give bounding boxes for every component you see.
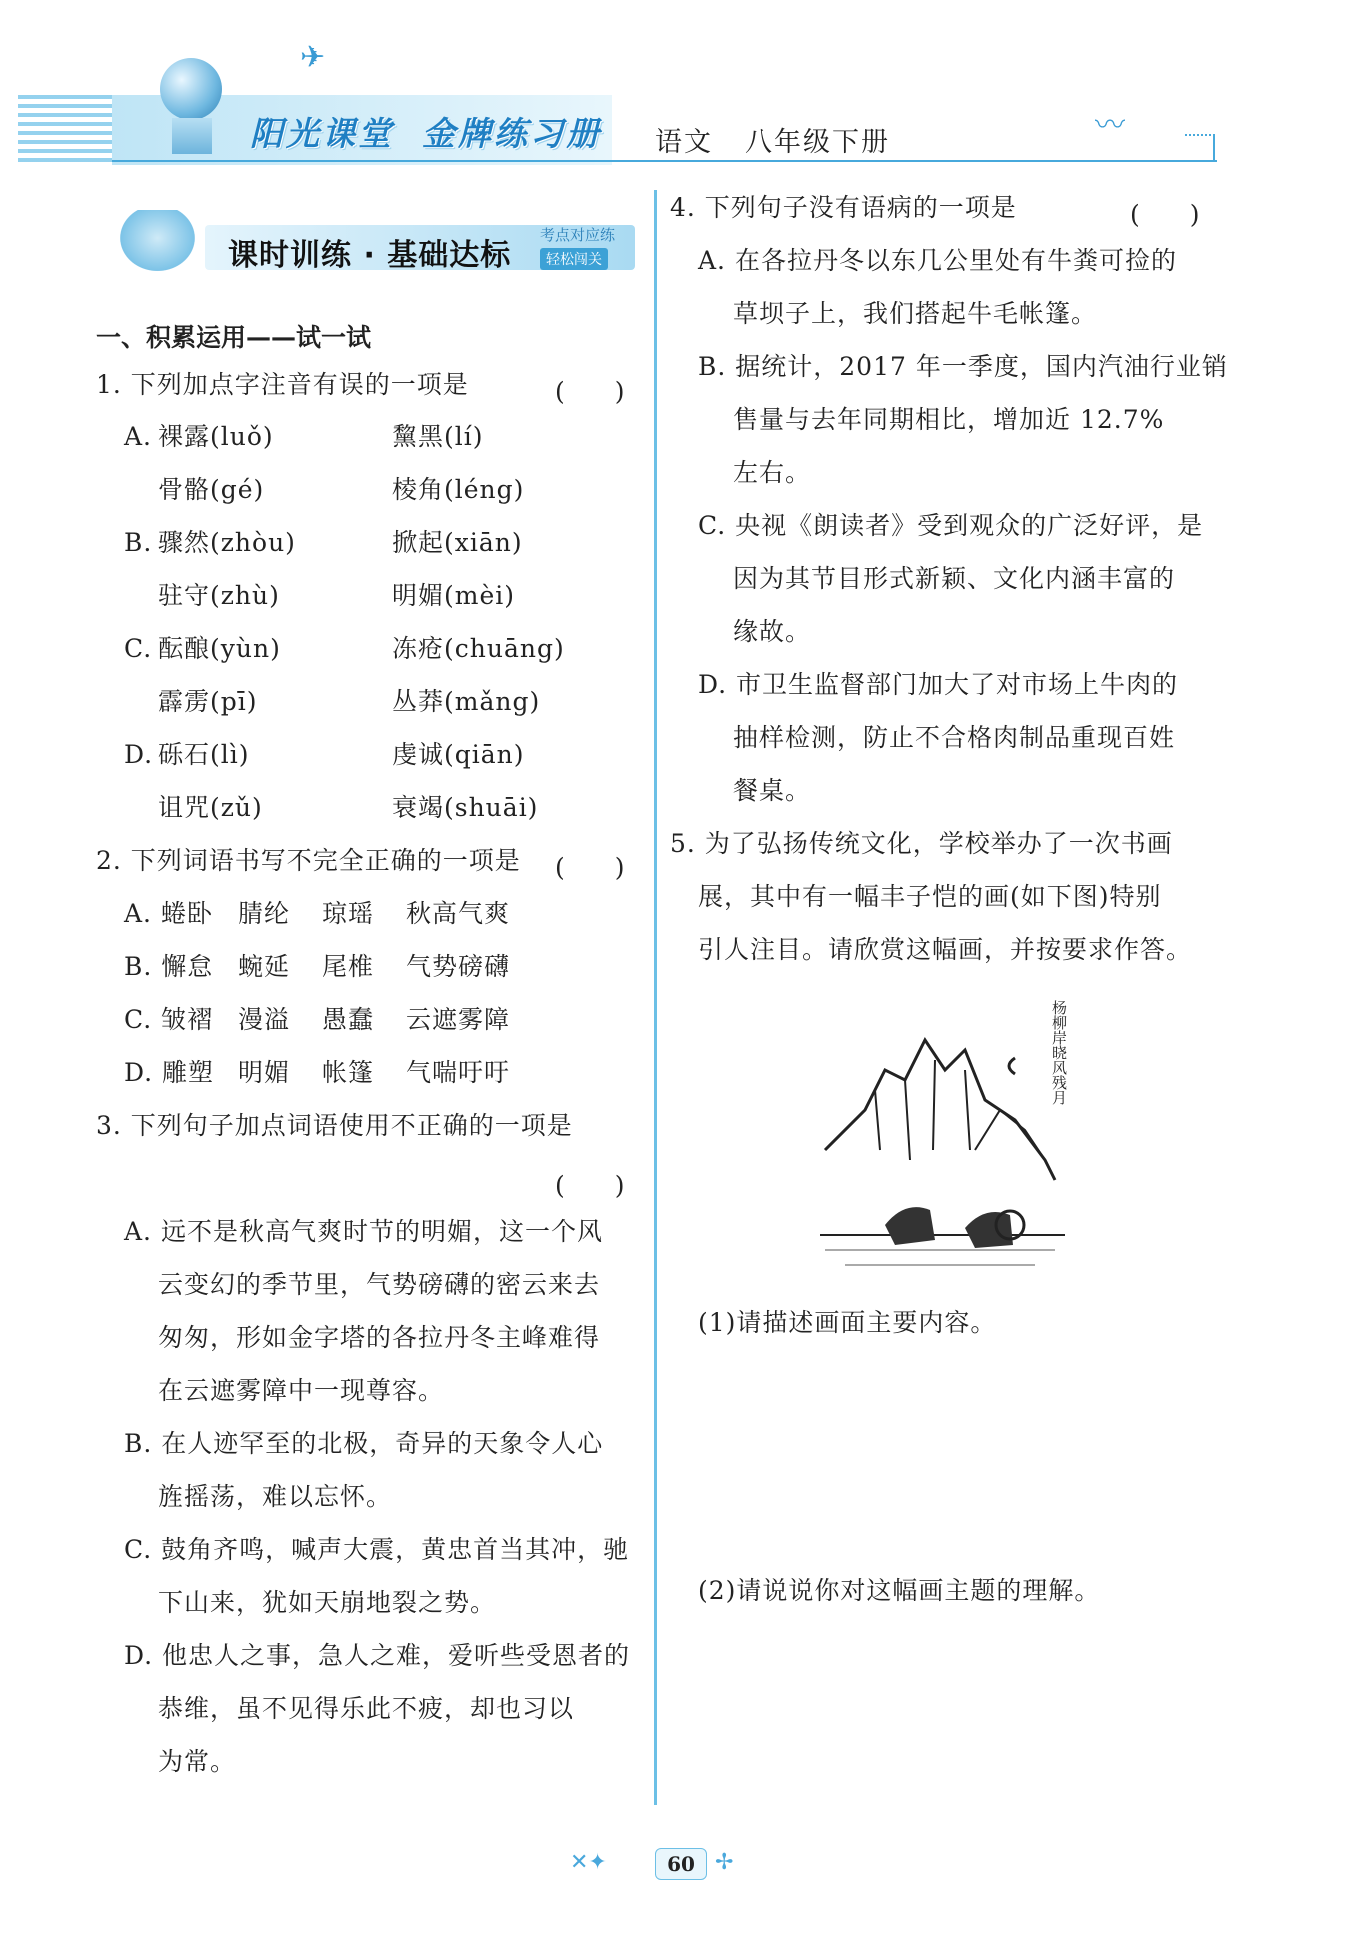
- painting-caption: 杨柳岸晓风残月: [1050, 1000, 1068, 1105]
- mountain-strokes: [875, 1060, 970, 1160]
- q3-option-a-line-3: 匆匆，形如金字塔的各拉丹冬主峰难得: [158, 1323, 601, 1352]
- water-ripples: [825, 1250, 1055, 1265]
- q1-b-word-2: 掀起(xiān): [392, 528, 523, 557]
- q2-option-b-word-1: B. 懈怠: [124, 952, 214, 981]
- q5-line-1: 5. 为了弘扬传统文化，学校举办了一次书画: [670, 829, 1173, 858]
- q4-option-b-line-2: 售量与去年同期相比，增加近 12.7%: [733, 405, 1165, 434]
- series-title: [250, 108, 602, 155]
- q4-option-d-line-3: 餐桌。: [733, 776, 812, 805]
- header-rule: [112, 160, 1217, 162]
- q4-option-b-line-1: B. 据统计，2017 年一季度，国内汽油行业销: [698, 352, 1228, 381]
- header-dotline: [1185, 134, 1215, 136]
- q1-b-word-4: 明媚(mèi): [392, 581, 516, 610]
- q1-d-word-2: 虔诚(qiān): [392, 740, 525, 769]
- paper-plane-icon: ✈: [300, 40, 326, 75]
- q4-option-c-line-3: 缘故。: [733, 617, 812, 646]
- q3-option-a-line-4: 在云遮雾障中一现尊容。: [158, 1376, 445, 1405]
- grade-label: 八年级下册: [745, 127, 890, 158]
- q4-option-a-line-2: 草坝子上，我们搭起牛毛帐篷。: [733, 299, 1098, 328]
- q4-option-d-line-1: D. 市卫生监督部门加大了对市场上牛肉的: [698, 670, 1179, 699]
- banner-tag-1: 考点对应练: [540, 226, 616, 244]
- q2-option-a-word-2: 腈纶: [238, 899, 291, 928]
- banner-tag-2: 轻松闯关: [540, 248, 608, 270]
- q1-a-word-1: 裸露(luǒ): [158, 422, 274, 451]
- q1-answer-paren: ( ): [555, 377, 625, 406]
- page-number: 60: [655, 1848, 707, 1880]
- q1-c-word-2: 冻疮(chuāng): [392, 634, 565, 663]
- q4-option-c-line-1: C. 央视《朗读者》受到观众的广泛好评，是: [698, 511, 1204, 540]
- section-heading: 一、积累运用——试一试: [96, 323, 372, 352]
- q2-stem: 2. 下列词语书写不完全正确的一项是: [96, 846, 521, 875]
- willow-outline: [975, 1110, 1045, 1160]
- q3-option-d-line-1: D. 他忠人之事，急人之难，爱听些受恩者的: [124, 1641, 631, 1670]
- q2-answer-paren: ( ): [555, 853, 625, 882]
- q1-option-c-label: C.: [124, 634, 153, 663]
- q1-b-word-3: 驻守(zhù): [158, 581, 280, 610]
- painting-illustration: [815, 1000, 1075, 1300]
- q2-option-d-word-3: 帐篷: [322, 1058, 375, 1087]
- q4-option-d-line-2: 抽样检测，防止不合格肉制品重现百姓: [733, 723, 1176, 752]
- header-rule-end: [1213, 135, 1215, 162]
- q5-line-3: 引人注目。请欣赏这幅画，并按要求作答。: [698, 935, 1193, 964]
- q3-option-a-line-1: A. 远不是秋高气爽时节的明媚，这一个风: [124, 1217, 603, 1246]
- column-divider: [654, 190, 657, 1805]
- q3-option-a-line-2: 云变幻的季节里，气势磅礴的密云来去: [158, 1270, 601, 1299]
- q1-d-word-1: 砾石(lì): [158, 740, 250, 769]
- tree-icon: [110, 210, 205, 280]
- q2-option-b-word-2: 蜿延: [238, 952, 291, 981]
- globe-stand-icon: [172, 118, 212, 154]
- q4-option-b-line-3: 左右。: [733, 458, 812, 487]
- q3-answer-paren: ( ): [555, 1171, 625, 1200]
- crescent-moon: [1009, 1058, 1015, 1074]
- pinwheel-icon: ✢: [715, 1850, 734, 1875]
- q2-option-d-word-1: D. 雕塑: [124, 1058, 215, 1087]
- q2-option-b-word-3: 尾椎: [322, 952, 375, 981]
- q1-option-b-label: B.: [124, 528, 153, 557]
- q3-option-d-line-2: 恭维，虽不见得乐此不疲，却也习以: [158, 1694, 575, 1723]
- farmer-2: [965, 1212, 1013, 1248]
- q3-option-d-line-3: 为常。: [158, 1747, 237, 1776]
- q1-c-word-3: 霹雳(pī): [158, 687, 258, 716]
- q1-a-word-4: 棱角(léng): [392, 475, 525, 504]
- q2-option-a-word-1: A. 蜷卧: [124, 899, 213, 928]
- q2-option-d-word-4: 气喘吁吁: [406, 1058, 511, 1087]
- q1-c-word-1: 酝酿(yùn): [158, 634, 281, 663]
- q1-b-word-1: 骤然(zhòu): [158, 528, 296, 557]
- q3-option-b-line-2: 旌摇荡，难以忘怀。: [158, 1482, 393, 1511]
- q2-option-c-word-1: C. 皱褶: [124, 1005, 214, 1034]
- q2-option-b-word-4: 气势磅礴: [406, 952, 511, 981]
- banner-title: 课时训练 · 基础达标: [228, 238, 512, 273]
- page-header: [0, 0, 1350, 175]
- q2-option-c-word-2: 漫溢: [238, 1005, 291, 1034]
- q4-stem: 4. 下列句子没有语病的一项是: [670, 193, 1017, 222]
- q1-option-d-label: D.: [124, 740, 154, 769]
- q3-option-c-line-1: C. 鼓角齐鸣，喊声大震，黄忠首当其冲，驰: [124, 1535, 630, 1564]
- q3-option-c-line-2: 下山来，犹如天崩地裂之势。: [158, 1588, 497, 1617]
- q2-option-a-word-4: 秋高气爽: [406, 899, 511, 928]
- q2-option-c-word-3: 愚蠢: [322, 1005, 375, 1034]
- section-banner: [110, 210, 640, 280]
- bird-icon: 〰: [1095, 108, 1125, 143]
- q2-option-d-word-2: 明媚: [238, 1058, 291, 1087]
- q1-a-word-2: 黧黑(lí): [392, 422, 484, 451]
- farmer-1: [885, 1207, 935, 1245]
- q1-d-word-4: 衰竭(shuāi): [392, 793, 539, 822]
- star-decoration-icon: ✕✦: [570, 1850, 607, 1875]
- series-title-part2: 金牌练习册: [422, 114, 602, 153]
- q5-sub-question-1: (1)请描述画面主要内容。: [698, 1308, 997, 1337]
- q1-d-word-3: 诅咒(zǔ): [158, 793, 263, 822]
- q4-option-c-line-2: 因为其节目形式新颖、文化内涵丰富的: [733, 564, 1176, 593]
- q2-option-a-word-3: 琼瑶: [322, 899, 375, 928]
- q1-stem: 1. 下列加点字注音有误的一项是: [96, 370, 469, 399]
- q1-option-a-label: A.: [124, 422, 153, 451]
- q5-sub-question-2: (2)请说说你对这幅画主题的理解。: [698, 1576, 1101, 1605]
- subject-label: 语文: [655, 127, 713, 158]
- series-title-part1: 阳光课堂: [250, 114, 394, 153]
- page-footer: [560, 1840, 800, 1890]
- header-stripes: [18, 90, 113, 162]
- globe-icon: [160, 58, 222, 120]
- q5-line-2: 展，其中有一幅丰子恺的画(如下图)特别: [698, 882, 1162, 911]
- q1-c-word-4: 丛莽(mǎng): [392, 687, 541, 716]
- q4-option-a-line-1: A. 在各拉丹冬以东几公里处有牛粪可捡的: [698, 246, 1177, 275]
- q1-a-word-3: 骨骼(gé): [158, 475, 265, 504]
- q4-answer-paren: ( ): [1130, 200, 1200, 229]
- mountain-outline: [825, 1040, 1055, 1180]
- q3-option-b-line-1: B. 在人迹罕至的北极，奇异的天象令人心: [124, 1429, 604, 1458]
- q2-option-c-word-4: 云遮雾障: [406, 1005, 511, 1034]
- q3-stem: 3. 下列句子加点词语使用不正确的一项是: [96, 1111, 573, 1140]
